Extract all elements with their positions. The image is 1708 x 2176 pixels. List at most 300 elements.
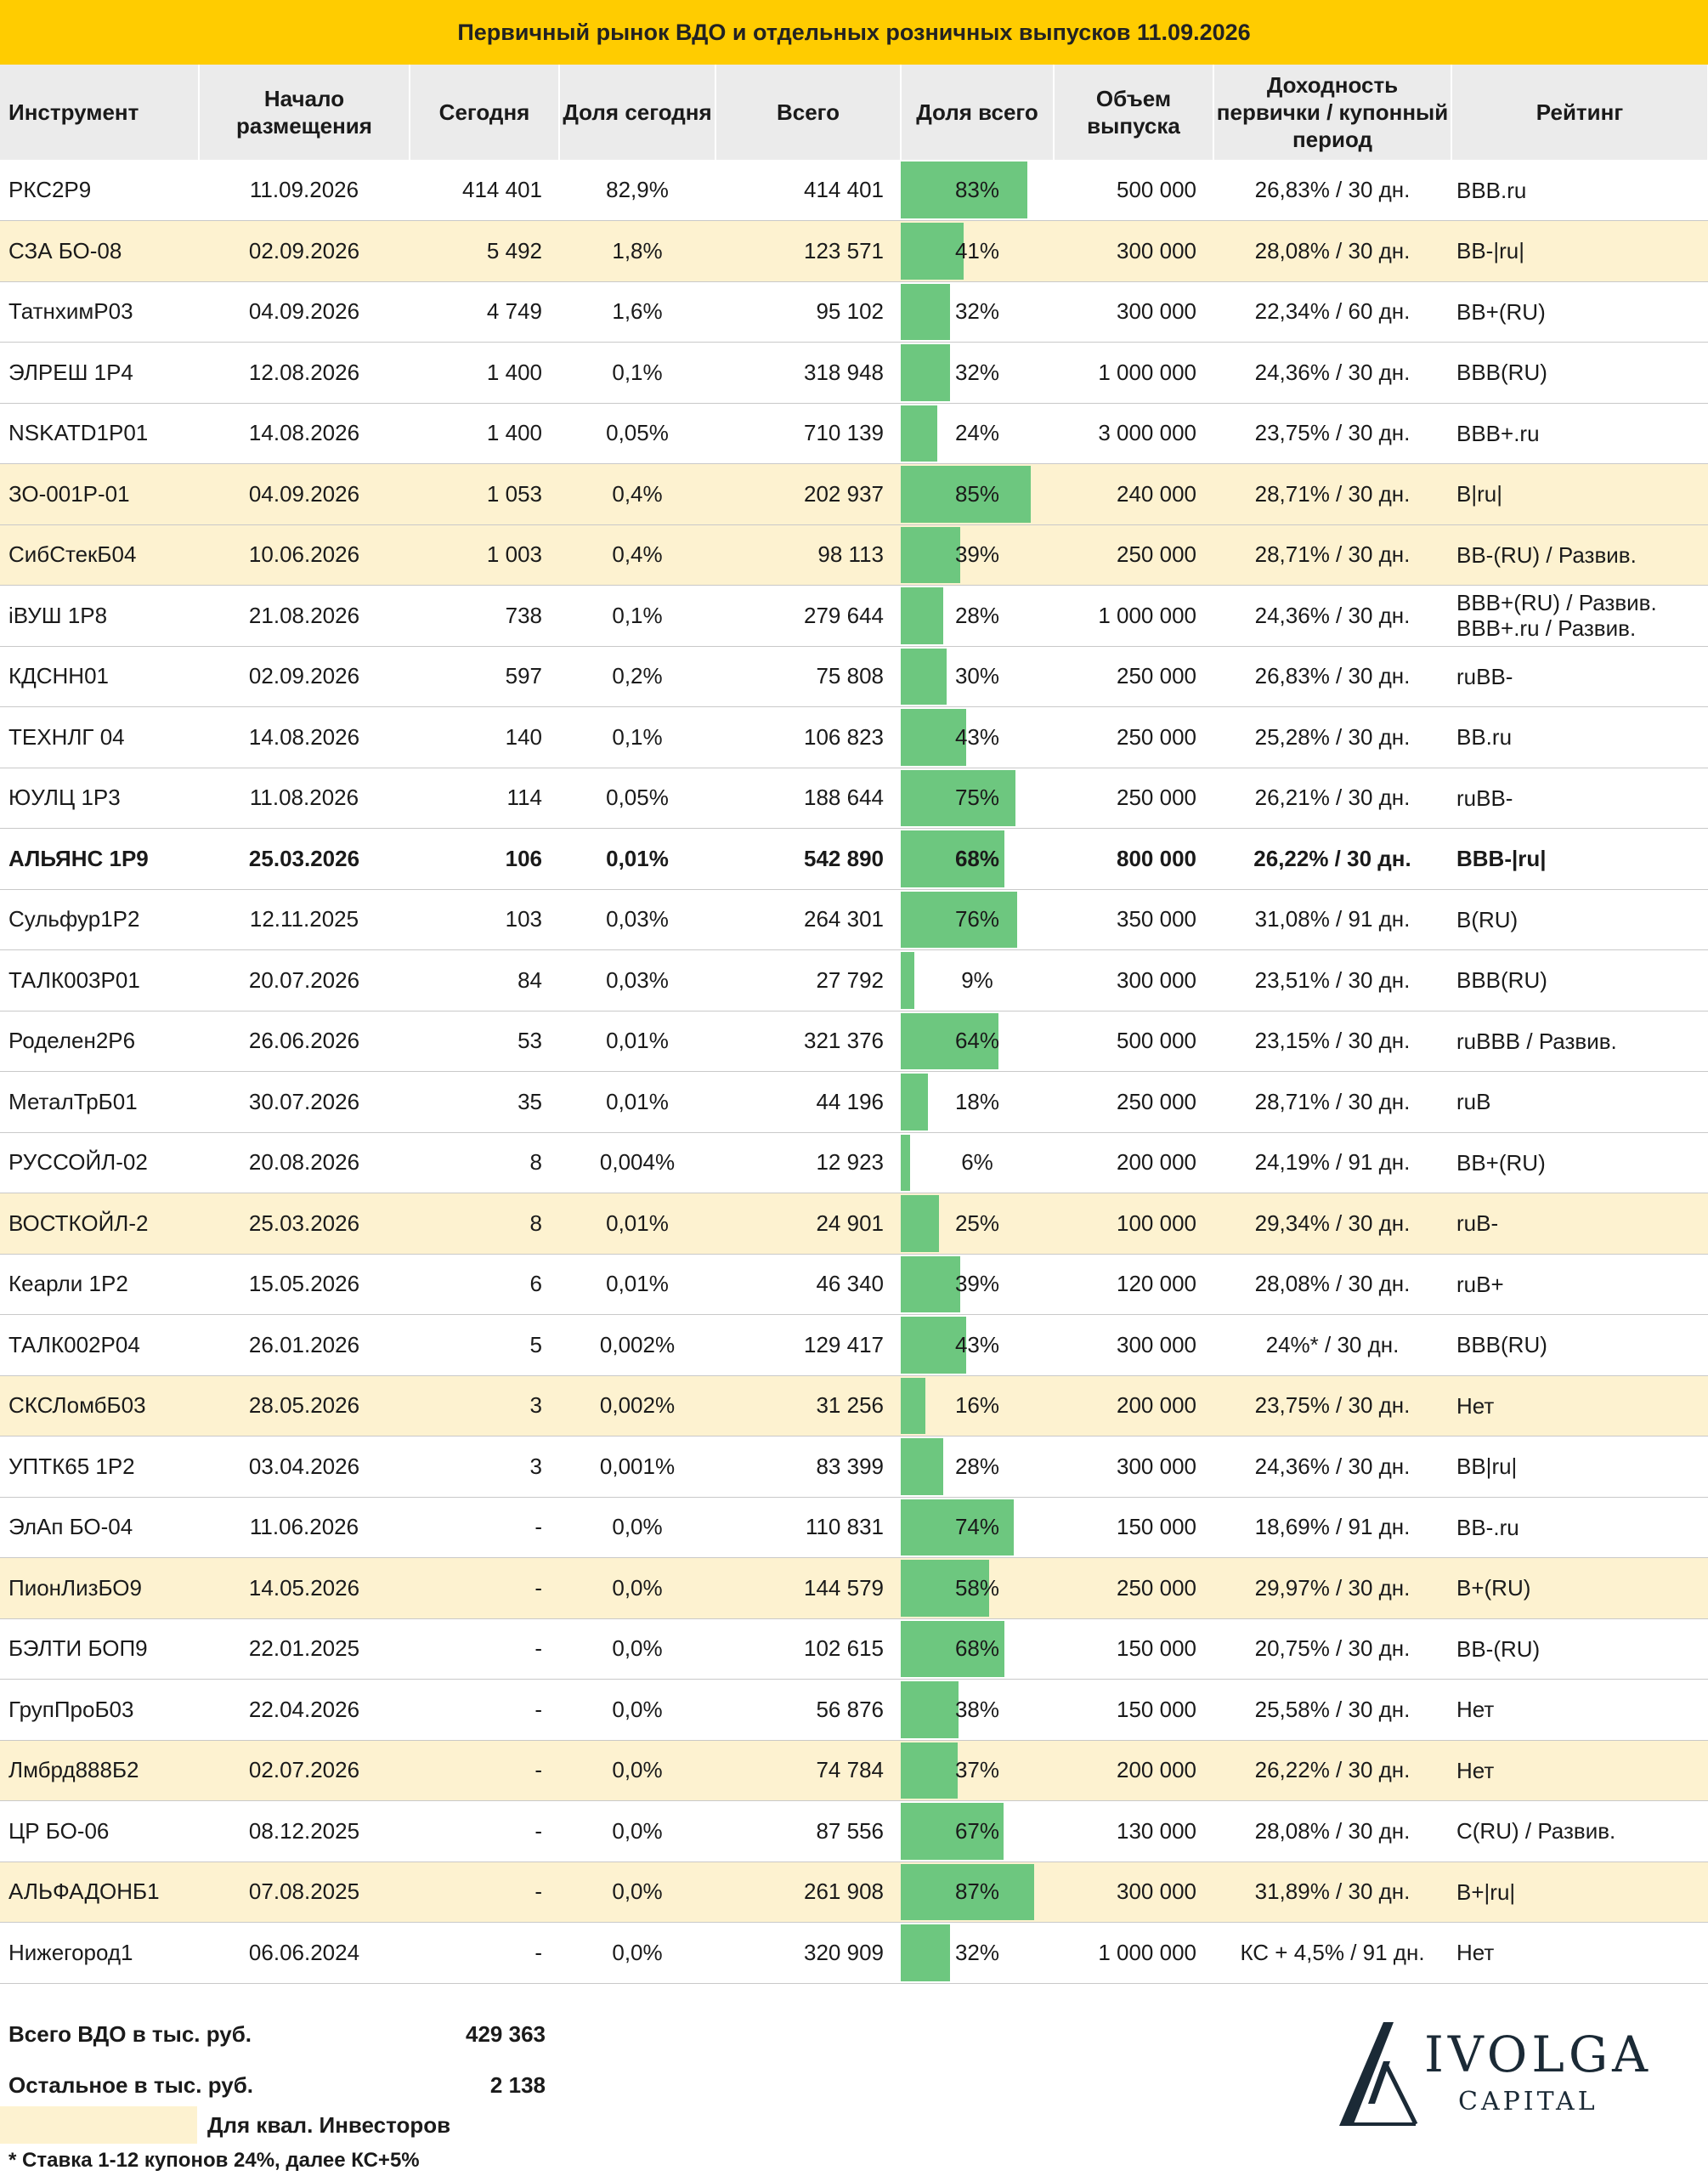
start-date-cell: 11.08.2026	[199, 768, 410, 829]
header-issue-volume[interactable]: Объем выпуска	[1054, 65, 1213, 160]
yield-cell: 24%* / 30 дн.	[1213, 1315, 1451, 1376]
table-row[interactable]	[0, 1011, 1708, 1072]
share-total-cell	[901, 281, 1054, 343]
start-date-cell: 21.08.2026	[199, 586, 410, 647]
instrument-cell: РУССОЙЛ-02	[0, 1132, 199, 1193]
ivolga-logo	[1334, 2019, 1653, 2129]
today-cell: 5 492	[410, 221, 559, 282]
rating-cell	[1451, 1862, 1708, 1923]
instrument-cell: Роделен2Р6	[0, 1011, 199, 1072]
rating-line: BBB-|ru|	[1456, 846, 1547, 872]
share-total-cell	[901, 889, 1054, 950]
volume-cell: 200 000	[1054, 1132, 1213, 1193]
instrument-cell: Нижегород1	[0, 1923, 199, 1984]
share-bar-label: 43%	[954, 723, 1000, 750]
rating-line: B(RU)	[1456, 906, 1519, 932]
rating-line: ruB+	[1456, 1271, 1504, 1297]
start-date-cell: 12.11.2025	[199, 889, 410, 950]
volume-cell: 150 000	[1054, 1497, 1213, 1558]
share-total-cell	[901, 707, 1054, 768]
table-row[interactable]	[0, 1618, 1708, 1680]
today-cell: 738	[410, 586, 559, 647]
share-bar-label: 24%	[954, 420, 1000, 446]
instrument-cell: Лмбрд888Б2	[0, 1740, 199, 1801]
table-row[interactable]	[0, 1740, 1708, 1801]
share-total-cell	[901, 1132, 1054, 1193]
rating-line: BB+(RU)	[1456, 1149, 1546, 1176]
table-row[interactable]	[0, 1862, 1708, 1923]
share-today-cell: 0,03%	[559, 950, 715, 1012]
rating-line: BB-(RU)	[1456, 1635, 1541, 1662]
share-total-cell	[901, 464, 1054, 525]
table-row[interactable]	[0, 646, 1708, 707]
rating-cell	[1451, 1375, 1708, 1436]
start-date-cell: 22.04.2026	[199, 1680, 410, 1741]
share-total-cell	[901, 1072, 1054, 1133]
header-total[interactable]: Всего	[715, 65, 901, 160]
table-row[interactable]	[0, 403, 1708, 464]
rating-cell	[1451, 646, 1708, 707]
rating-cell	[1451, 768, 1708, 829]
instrument-cell: ТАЛК002Р04	[0, 1315, 199, 1376]
table-row[interactable]	[0, 160, 1708, 221]
total-cell: 318 948	[715, 343, 901, 404]
instrument-cell: АЛЬФАДОНБ1	[0, 1862, 199, 1923]
instrument-cell: ЗО-001Р-01	[0, 464, 199, 525]
volume-cell: 1 000 000	[1054, 343, 1213, 404]
total-cell: 123 571	[715, 221, 901, 282]
share-today-cell: 0,01%	[559, 1072, 715, 1133]
table-title: Первичный рынок ВДО и отдельных розничных выпусков 11.09.2026	[0, 0, 1708, 65]
share-bar-label: 6%	[961, 1149, 993, 1176]
table-row[interactable]	[0, 889, 1708, 950]
rating-cell	[1451, 343, 1708, 404]
share-bar-label: 58%	[954, 1574, 1000, 1601]
total-cell: 24 901	[715, 1193, 901, 1255]
share-today-cell: 0,1%	[559, 343, 715, 404]
instrument-cell: ТАЛК003Р01	[0, 950, 199, 1012]
share-bar-label: 38%	[954, 1696, 1000, 1722]
start-date-cell: 22.01.2025	[199, 1618, 410, 1680]
share-today-cell: 0,0%	[559, 1680, 715, 1741]
share-total-cell	[901, 524, 1054, 586]
share-bar-label: 74%	[954, 1514, 1000, 1540]
table-row[interactable]	[0, 586, 1708, 647]
share-bar-label: 39%	[954, 1271, 1000, 1297]
yield-cell: 23,15% / 30 дн.	[1213, 1011, 1451, 1072]
rating-line: B+(RU)	[1456, 1575, 1531, 1601]
share-today-cell: 0,002%	[559, 1315, 715, 1376]
share-today-cell: 82,9%	[559, 160, 715, 221]
table-row[interactable]	[0, 1923, 1708, 1984]
today-cell: 8	[410, 1132, 559, 1193]
volume-cell: 300 000	[1054, 1862, 1213, 1923]
share-total-cell	[901, 1193, 1054, 1255]
instrument-cell: ЭлАп БО-04	[0, 1497, 199, 1558]
today-cell: 1 400	[410, 403, 559, 464]
rating-line: Нет	[1456, 1697, 1495, 1723]
share-total-cell	[901, 1558, 1054, 1619]
primary-market-table	[0, 65, 1708, 1984]
instrument-cell: СКСЛомбБ03	[0, 1375, 199, 1436]
summary-other-label: Остальное в тыс. руб.	[8, 2072, 253, 2098]
instrument-cell: ВОСТКОЙЛ-2	[0, 1193, 199, 1255]
instrument-cell: Сульфур1Р2	[0, 889, 199, 950]
share-total-cell	[901, 1618, 1054, 1680]
total-cell: 320 909	[715, 1923, 901, 1984]
share-total-cell	[901, 646, 1054, 707]
yield-cell: 23,75% / 30 дн.	[1213, 1375, 1451, 1436]
today-cell: -	[410, 1680, 559, 1741]
instrument-cell: БЭЛТИ БОП9	[0, 1618, 199, 1680]
instrument-cell: ЦР БО-06	[0, 1801, 199, 1862]
yield-cell: 28,71% / 30 дн.	[1213, 1072, 1451, 1133]
rating-line: B|ru|	[1456, 481, 1502, 507]
volume-cell: 130 000	[1054, 1801, 1213, 1862]
total-cell: 87 556	[715, 1801, 901, 1862]
today-cell: 3	[410, 1436, 559, 1498]
start-date-cell: 14.05.2026	[199, 1558, 410, 1619]
start-date-cell: 15.05.2026	[199, 1254, 410, 1315]
instrument-cell: КДСНН01	[0, 646, 199, 707]
share-today-cell: 1,8%	[559, 221, 715, 282]
start-date-cell: 30.07.2026	[199, 1072, 410, 1133]
instrument-cell: ТЕХНЛГ 04	[0, 707, 199, 768]
today-cell: -	[410, 1740, 559, 1801]
table-row[interactable]	[0, 1801, 1708, 1862]
rating-cell	[1451, 1193, 1708, 1255]
share-bar-label: 28%	[954, 602, 1000, 628]
today-cell: 8	[410, 1193, 559, 1255]
qual-legend-swatch	[0, 2106, 197, 2144]
today-cell: -	[410, 1862, 559, 1923]
share-bar-label: 75%	[954, 785, 1000, 811]
table-row[interactable]	[0, 1072, 1708, 1133]
today-cell: 103	[410, 889, 559, 950]
share-total-cell	[901, 1254, 1054, 1315]
volume-cell: 100 000	[1054, 1193, 1213, 1255]
rating-line: BBB(RU)	[1456, 967, 1547, 994]
total-cell: 46 340	[715, 1254, 901, 1315]
instrument-cell: ЮУЛЦ 1Р3	[0, 768, 199, 829]
share-bar-label: 85%	[954, 480, 1000, 507]
rating-cell	[1451, 1680, 1708, 1741]
today-cell: 1 400	[410, 343, 559, 404]
share-today-cell: 0,01%	[559, 1254, 715, 1315]
share-bar-label: 68%	[954, 1635, 1000, 1662]
share-total-cell	[901, 343, 1054, 404]
total-cell: 261 908	[715, 1862, 901, 1923]
total-cell: 12 923	[715, 1132, 901, 1193]
today-cell: 114	[410, 768, 559, 829]
volume-cell: 150 000	[1054, 1618, 1213, 1680]
rating-line: BB|ru|	[1456, 1454, 1518, 1480]
rating-cell	[1451, 464, 1708, 525]
rating-line: BBB(RU)	[1456, 1332, 1547, 1358]
header-share-total[interactable]: Доля всего	[901, 65, 1054, 160]
start-date-cell: 20.07.2026	[199, 950, 410, 1012]
rating-cell	[1451, 524, 1708, 586]
table-row[interactable]	[0, 950, 1708, 1012]
header-yield[interactable]: Доходность первички / купонный период	[1213, 65, 1451, 160]
volume-cell: 250 000	[1054, 768, 1213, 829]
table-row[interactable]	[0, 1254, 1708, 1315]
footnote: * Ставка 1-12 купонов 24%, далее КС+5%	[8, 2149, 420, 2172]
share-today-cell: 0,03%	[559, 889, 715, 950]
share-total-cell	[901, 1497, 1054, 1558]
rating-line: BBB+.ru	[1456, 420, 1540, 446]
yield-cell: 20,75% / 30 дн.	[1213, 1618, 1451, 1680]
yield-cell: 26,83% / 30 дн.	[1213, 646, 1451, 707]
rating-line: Нет	[1456, 1940, 1495, 1966]
rating-line: Нет	[1456, 1392, 1495, 1419]
table-row[interactable]	[0, 281, 1708, 343]
share-total-cell	[901, 950, 1054, 1012]
yield-cell: 28,08% / 30 дн.	[1213, 1254, 1451, 1315]
total-cell: 110 831	[715, 1497, 901, 1558]
total-cell: 44 196	[715, 1072, 901, 1133]
share-total-cell	[901, 1862, 1054, 1923]
instrument-cell: СибСтекБ04	[0, 524, 199, 586]
rating-cell	[1451, 1618, 1708, 1680]
volume-cell: 300 000	[1054, 1436, 1213, 1498]
share-bar-label: 9%	[961, 966, 993, 993]
share-total-cell	[901, 829, 1054, 890]
today-cell: 4 749	[410, 281, 559, 343]
header-share-today[interactable]: Доля сегодня	[559, 65, 715, 160]
header-instrument[interactable]: Инструмент	[0, 65, 199, 160]
volume-cell: 250 000	[1054, 1072, 1213, 1133]
rating-line: C(RU) / Развив.	[1456, 1818, 1616, 1844]
yield-cell: 22,34% / 60 дн.	[1213, 281, 1451, 343]
rating-line: BB+(RU)	[1456, 298, 1546, 325]
rating-cell	[1451, 1740, 1708, 1801]
total-cell: 279 644	[715, 586, 901, 647]
instrument-cell: УПТК65 1Р2	[0, 1436, 199, 1498]
table-row[interactable]	[0, 1375, 1708, 1436]
rating-line: BB-(RU) / Развив.	[1456, 541, 1637, 568]
yield-cell: 25,28% / 30 дн.	[1213, 707, 1451, 768]
total-cell: 102 615	[715, 1618, 901, 1680]
share-total-cell	[901, 586, 1054, 647]
today-cell: 1 053	[410, 464, 559, 525]
total-cell: 31 256	[715, 1375, 901, 1436]
today-cell: 53	[410, 1011, 559, 1072]
summary-vdo-label: Всего ВДО в тыс. руб.	[8, 2021, 252, 2047]
table-row[interactable]	[0, 524, 1708, 586]
yield-cell: КС + 4,5% / 91 дн.	[1213, 1923, 1451, 1984]
share-bar-label: 43%	[954, 1331, 1000, 1357]
yield-cell: 28,71% / 30 дн.	[1213, 524, 1451, 586]
share-today-cell: 0,1%	[559, 586, 715, 647]
rating-cell	[1451, 403, 1708, 464]
share-bar-label: 83%	[954, 177, 1000, 202]
rating-cell	[1451, 1558, 1708, 1619]
rating-cell	[1451, 1254, 1708, 1315]
rating-line: B+|ru|	[1456, 1878, 1516, 1905]
share-today-cell: 0,0%	[559, 1801, 715, 1862]
start-date-cell: 20.08.2026	[199, 1132, 410, 1193]
start-date-cell: 04.09.2026	[199, 281, 410, 343]
share-total-cell	[901, 768, 1054, 829]
table-row[interactable]	[0, 1558, 1708, 1619]
volume-cell: 200 000	[1054, 1740, 1213, 1801]
rating-line: BBB.ru	[1456, 177, 1527, 203]
share-bar-label: 16%	[954, 1392, 1000, 1419]
share-today-cell: 0,0%	[559, 1923, 715, 1984]
rating-line: ruB-	[1456, 1210, 1499, 1237]
yield-cell: 24,19% / 91 дн.	[1213, 1132, 1451, 1193]
table-row[interactable]	[0, 829, 1708, 890]
rating-cell	[1451, 1011, 1708, 1072]
header-rating[interactable]: Рейтинг	[1451, 65, 1708, 160]
today-cell: 1 003	[410, 524, 559, 586]
total-cell: 74 784	[715, 1740, 901, 1801]
yield-cell: 25,58% / 30 дн.	[1213, 1680, 1451, 1741]
yield-cell: 29,34% / 30 дн.	[1213, 1193, 1451, 1255]
rating-line: ruBBB / Развив.	[1456, 1028, 1617, 1054]
start-date-cell: 06.06.2024	[199, 1923, 410, 1984]
summary-vdo-value: 429 363	[466, 2021, 546, 2047]
start-date-cell: 14.08.2026	[199, 707, 410, 768]
share-total-cell	[901, 1740, 1054, 1801]
instrument-cell: МеталТрБ01	[0, 1072, 199, 1133]
table-row[interactable]	[0, 1436, 1708, 1498]
volume-cell: 1 000 000	[1054, 586, 1213, 647]
rating-line: ruB	[1456, 1089, 1491, 1115]
start-date-cell: 03.04.2026	[199, 1436, 410, 1498]
instrument-cell: СЗА БО-08	[0, 221, 199, 282]
volume-cell: 300 000	[1054, 1315, 1213, 1376]
start-date-cell: 08.12.2025	[199, 1801, 410, 1862]
table-row[interactable]	[0, 1193, 1708, 1255]
yield-cell: 26,21% / 30 дн.	[1213, 768, 1451, 829]
total-cell: 321 376	[715, 1011, 901, 1072]
share-today-cell: 0,4%	[559, 524, 715, 586]
today-cell: 414 401	[410, 160, 559, 221]
table-row[interactable]	[0, 1680, 1708, 1741]
rating-line: Нет	[1456, 1757, 1495, 1783]
total-cell: 710 139	[715, 403, 901, 464]
today-cell: -	[410, 1497, 559, 1558]
yield-cell: 31,89% / 30 дн.	[1213, 1862, 1451, 1923]
volume-cell: 150 000	[1054, 1680, 1213, 1741]
total-cell: 542 890	[715, 829, 901, 890]
rating-cell	[1451, 1497, 1708, 1558]
share-today-cell: 0,01%	[559, 1011, 715, 1072]
share-bar-label: 28%	[954, 1453, 1000, 1479]
table-row[interactable]	[0, 1497, 1708, 1558]
share-bar-label: 32%	[954, 1939, 1000, 1965]
share-bar-label: 68%	[954, 845, 1000, 871]
share-bar-label: 76%	[954, 906, 1000, 932]
start-date-cell: 14.08.2026	[199, 403, 410, 464]
today-cell: 140	[410, 707, 559, 768]
start-date-cell: 26.06.2026	[199, 1011, 410, 1072]
rating-cell	[1451, 1436, 1708, 1498]
rating-line: BB-|ru|	[1456, 238, 1524, 264]
total-cell: 144 579	[715, 1558, 901, 1619]
volume-cell: 200 000	[1054, 1375, 1213, 1436]
share-total-cell	[901, 160, 1054, 221]
yield-cell: 29,97% / 30 дн.	[1213, 1558, 1451, 1619]
yield-cell: 26,83% / 30 дн.	[1213, 160, 1451, 221]
share-bar-label: 32%	[954, 359, 1000, 385]
total-cell: 75 808	[715, 646, 901, 707]
rating-line: ruBB-	[1456, 785, 1513, 811]
yield-cell: 23,51% / 30 дн.	[1213, 950, 1451, 1012]
rating-cell	[1451, 950, 1708, 1012]
rating-cell	[1451, 889, 1708, 950]
header-today[interactable]: Сегодня	[410, 65, 559, 160]
share-today-cell: 0,05%	[559, 403, 715, 464]
volume-cell: 120 000	[1054, 1254, 1213, 1315]
table-row[interactable]	[0, 221, 1708, 282]
rating-cell	[1451, 1315, 1708, 1376]
yield-cell: 26,22% / 30 дн.	[1213, 1740, 1451, 1801]
rating-line: BBB+.ru / Развив.	[1456, 615, 1637, 642]
instrument-cell: Кеарли 1Р2	[0, 1254, 199, 1315]
volume-cell: 800 000	[1054, 829, 1213, 890]
rating-line: BBB+(RU) / Развив.	[1456, 590, 1657, 616]
share-total-cell	[901, 1375, 1054, 1436]
share-today-cell: 0,05%	[559, 768, 715, 829]
volume-cell: 250 000	[1054, 707, 1213, 768]
today-cell: -	[410, 1923, 559, 1984]
table-row[interactable]	[0, 464, 1708, 525]
start-date-cell: 04.09.2026	[199, 464, 410, 525]
table-row[interactable]	[0, 1132, 1708, 1193]
yield-cell: 24,36% / 30 дн.	[1213, 1436, 1451, 1498]
total-cell: 188 644	[715, 768, 901, 829]
yield-cell: 24,36% / 30 дн.	[1213, 343, 1451, 404]
yield-cell: 31,08% / 91 дн.	[1213, 889, 1451, 950]
today-cell: -	[410, 1618, 559, 1680]
rating-cell	[1451, 707, 1708, 768]
table-row[interactable]	[0, 768, 1708, 829]
table-row[interactable]	[0, 707, 1708, 768]
total-cell: 264 301	[715, 889, 901, 950]
header-start-date[interactable]: Начало размещения	[199, 65, 410, 160]
rating-line: BB-.ru	[1456, 1514, 1519, 1540]
yield-cell: 23,75% / 30 дн.	[1213, 403, 1451, 464]
share-today-cell: 0,01%	[559, 829, 715, 890]
instrument-cell: АЛЬЯНС 1Р9	[0, 829, 199, 890]
rating-cell	[1451, 221, 1708, 282]
rating-cell	[1451, 160, 1708, 221]
volume-cell: 300 000	[1054, 281, 1213, 343]
table-row[interactable]	[0, 343, 1708, 404]
share-today-cell: 0,4%	[559, 464, 715, 525]
total-cell: 83 399	[715, 1436, 901, 1498]
instrument-cell: iВУШ 1Р8	[0, 586, 199, 647]
share-bar-label: 18%	[954, 1088, 1000, 1114]
volume-cell: 250 000	[1054, 1558, 1213, 1619]
yield-cell: 24,36% / 30 дн.	[1213, 586, 1451, 647]
total-cell: 106 823	[715, 707, 901, 768]
rating-line: ruBB-	[1456, 663, 1513, 689]
share-today-cell: 0,2%	[559, 646, 715, 707]
share-today-cell: 0,001%	[559, 1436, 715, 1498]
table-row[interactable]	[0, 1315, 1708, 1376]
instrument-cell: ПионЛизБО9	[0, 1558, 199, 1619]
volume-cell: 3 000 000	[1054, 403, 1213, 464]
today-cell: -	[410, 1558, 559, 1619]
yield-cell: 28,08% / 30 дн.	[1213, 1801, 1451, 1862]
yield-cell: 18,69% / 91 дн.	[1213, 1497, 1451, 1558]
today-cell: 106	[410, 829, 559, 890]
volume-cell: 240 000	[1054, 464, 1213, 525]
